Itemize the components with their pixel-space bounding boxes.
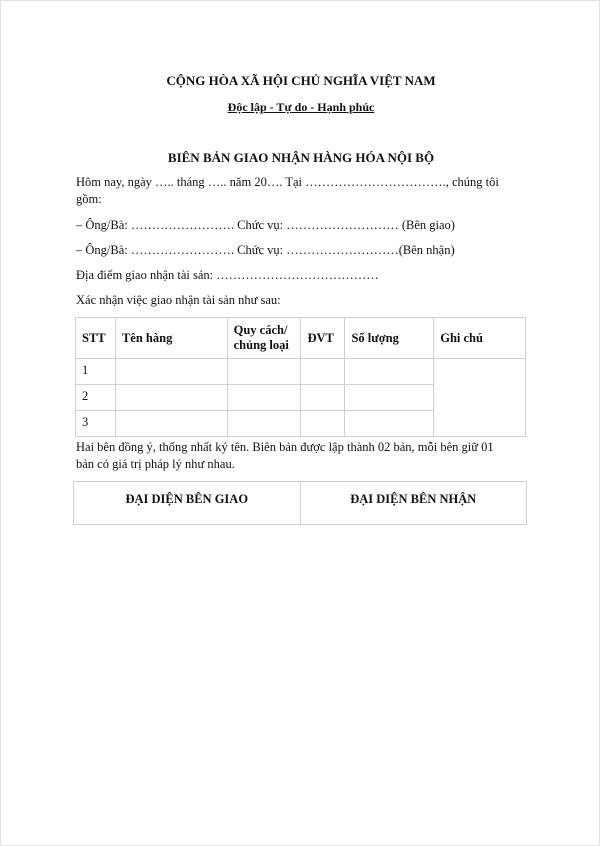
intro-line-2: gồm:: [76, 192, 102, 206]
signature-table: [73, 481, 527, 525]
party-giver-line: – Ông/Bà: ……………………. Chức vụ: ……………………… (Bên giao): [76, 218, 455, 232]
row-unit-cell[interactable]: [301, 411, 345, 437]
row-stt: 1: [76, 359, 116, 385]
header-quantity: Số lượng: [345, 318, 434, 359]
intro-line-1: Hôm nay, ngày ….. tháng ….. năm 20…. Tại ……………………………., chúng tôi: [76, 175, 499, 189]
row-item-name-cell[interactable]: [115, 385, 227, 411]
row-stt: 3: [76, 411, 116, 437]
row-unit-cell[interactable]: [301, 359, 345, 385]
document-title: BIÊN BẢN GIAO NHẬN HÀNG HÓA NỘI BỘ: [167, 150, 435, 165]
row-stt: 2: [76, 385, 116, 411]
confirm-line: Xác nhận việc giao nhận tài sản như sau:: [76, 293, 281, 307]
row-unit-cell[interactable]: [301, 385, 345, 411]
header-spec: [227, 318, 301, 359]
signature-row: [74, 482, 527, 525]
row-item-name-cell[interactable]: [115, 411, 227, 437]
header-item-name: Tên hàng: [115, 318, 227, 359]
row-quantity-cell[interactable]: [345, 411, 434, 437]
closing-line-1: Hai bên đồng ý, thống nhất ký tên. Biên bản được lập thành 02 bản, mỗi bên giữ 01: [76, 440, 494, 454]
note-cell[interactable]: [434, 359, 526, 437]
location-line: Địa điểm giao nhận tài sản: …………………………………: [76, 268, 379, 282]
header-spec-line-1: Quy cách/: [233, 323, 288, 337]
table-header-row: [76, 318, 526, 359]
closing-line-2: bản có giá trị pháp lý như nhau.: [76, 457, 235, 471]
nation-heading: CỘNG HÒA XÃ HỘI CHỦ NGHĨA VIỆT NAM: [166, 73, 436, 88]
receiver-signature-heading: ĐẠI DIỆN BÊN NHẬN: [300, 482, 527, 525]
row-quantity-cell[interactable]: [345, 359, 434, 385]
row-quantity-cell[interactable]: [345, 385, 434, 411]
header-stt: STT: [76, 318, 116, 359]
row-spec-cell[interactable]: [227, 359, 301, 385]
row-spec-cell[interactable]: [227, 385, 301, 411]
row-spec-cell[interactable]: [227, 411, 301, 437]
header-note: Ghi chú: [434, 318, 526, 359]
table-row: [76, 359, 526, 385]
header-spec-line-2: chủng loại: [233, 338, 289, 352]
party-receiver-line: – Ông/Bà: ……………………. Chức vụ: ………………………(Bên nhận): [76, 243, 455, 257]
row-item-name-cell[interactable]: [115, 359, 227, 385]
motto-text: Độc lập - Tự do - Hạnh phúc: [227, 100, 375, 114]
goods-table: [75, 317, 526, 437]
giver-signature-heading: ĐẠI DIỆN BÊN GIAO: [74, 482, 301, 525]
header-unit: ĐVT: [301, 318, 345, 359]
motto-heading: [1, 100, 600, 115]
